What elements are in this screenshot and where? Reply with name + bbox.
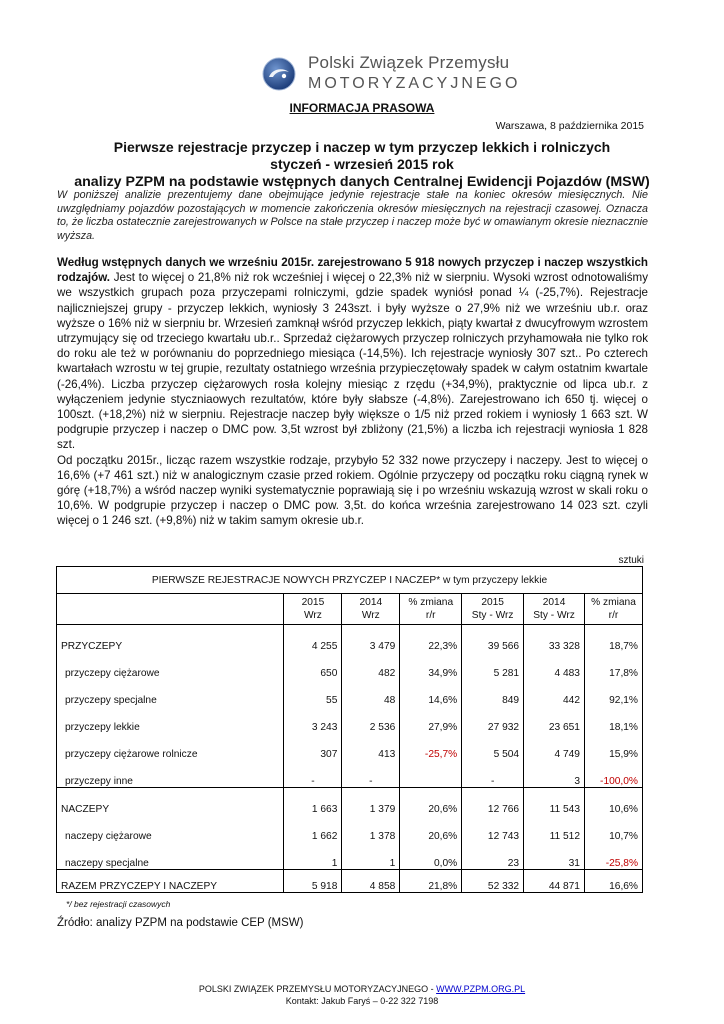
cell <box>400 760 462 788</box>
table-unit: sztuki <box>618 555 644 566</box>
cell: 5 281 <box>462 652 524 679</box>
cell: 22,3% <box>400 625 462 653</box>
document-date: Warszawa, 8 października 2015 <box>495 120 644 132</box>
header-empty-cell <box>57 594 284 625</box>
table-footnote: */ bez rejestracji czasowych <box>66 899 171 909</box>
cell: 18,7% <box>584 625 642 653</box>
cell: 1 378 <box>342 815 400 842</box>
logo <box>262 49 521 97</box>
cell: - <box>462 760 524 788</box>
row-label: przyczepy ciężarowe rolnicze <box>57 733 284 760</box>
cell: 39 566 <box>462 625 524 653</box>
title-line-2: styczeń - wrzesień 2015 rok <box>270 156 454 172</box>
cell: 18,1% <box>584 706 642 733</box>
cell: 3 243 <box>284 706 342 733</box>
cell: 3 <box>524 760 585 788</box>
cell: 55 <box>284 679 342 706</box>
col-header: 2015 Wrz <box>284 594 342 625</box>
row-label: naczepy specjalne <box>57 842 284 870</box>
row-label: PRZYCZEPY <box>57 625 284 653</box>
cell: 33 328 <box>524 625 585 653</box>
table-row <box>57 733 643 760</box>
cell: 48 <box>342 679 400 706</box>
cell: 3 479 <box>342 625 400 653</box>
cell: 23 651 <box>524 706 585 733</box>
cell: 52 332 <box>462 870 524 893</box>
col-header: 2014 Sty - Wrz <box>524 594 585 625</box>
col-header: 2015 Sty - Wrz <box>462 594 524 625</box>
table-title-row <box>57 567 643 594</box>
cell: 92,1% <box>584 679 642 706</box>
registrations-table <box>56 566 643 893</box>
cell: 482 <box>342 652 400 679</box>
cell: 12 743 <box>462 815 524 842</box>
paragraph-1-text: Jest to więcej o 21,8% niż rok wcześniej i więcej o 22,3% niż w sierpniu. Wysoki wzrost odnotowaliśmy we wszystkich grupach poza przyczepami rolniczymi, gdzie spadek wyniósł ponad ¼ (-25,7%). Rejestracje najliczniejszej grupy - przyczep lekkich, wyniosły 3 243szt. i były wyższe o 27,9% niż we wrześniu ub.r. oraz wyższe o 16% niż w sierpniu br. Wrzesień zamknął wśród przyczep lekkich, piąty kwartał z dwucyfrowym wzrostem utrzymujący się od trzeciego kwartału ub.r.. Sprzedaż ciężarowych przyczep rolniczych przyhamowała nie tylko rok do roku ale też w porównaniu do poprzedniego miesiąca (-14,5%). Ich rejestracje wyniosły 307 szt.. Po czterech kwartałach wzrostu w tej grupie, rezultaty ostatniego września przypieczętowały spadek w całym ostatnim kwartale (-26,4%). Liczba przyczep ciężarowych rosła kolejny miesiąc z rzędu (+34,9%), praktycznie od lipca ub.r. z wyłączeniem jedynie styczniaowych rezultatów, które były słabsze (-4,8%). Zarejestrowano ich 650 tj. więcej o 100szt. (+18,2%) niż w sierpniu. Rejestracje naczep były większe o 1/5 niż przed rokiem i wyniosły 1 663 szt. W podgrupie przyczep i naczep o DMC pow. 3,5t wzrost był zbliżony (21,5%) a liczba ich rejestracji wyniosła 1 828 szt. <box>57 271 648 452</box>
col-header: % zmiana r/r <box>584 594 642 625</box>
table-title: PIERWSZE REJESTRACJE NOWYCH PRZYCZEP I NACZEP* w tym przyczepy lekkie <box>57 567 643 594</box>
cell: 16,6% <box>584 870 642 893</box>
table-row <box>57 815 643 842</box>
cell: - <box>284 760 342 788</box>
cell: 4 858 <box>342 870 400 893</box>
article-body <box>57 255 648 529</box>
table-row <box>57 842 643 870</box>
row-label: naczepy ciężarowe <box>57 815 284 842</box>
org-name-line1: Polski Związek Przemysłu <box>308 53 510 72</box>
pzpm-logo-icon <box>262 57 296 91</box>
row-label: przyczepy lekkie <box>57 706 284 733</box>
title-line-1: Pierwsze rejestracje przyczep i naczep w tym przyczep lekkich i rolniczych <box>113 139 611 155</box>
paragraph-1 <box>57 255 648 453</box>
cell: 1 <box>284 842 342 870</box>
website-link[interactable]: WWW.PZPM.ORG.PL <box>436 984 526 994</box>
col-header: % zmiana r/r <box>400 594 462 625</box>
cell: 4 749 <box>524 733 585 760</box>
footer-org-name: POLSKI ZWIĄZEK PRZEMYSŁU MOTORYZACYJNEGO - <box>198 984 437 994</box>
table-row <box>57 788 643 816</box>
cell: 5 918 <box>284 870 342 893</box>
cell: 2 536 <box>342 706 400 733</box>
cell: 15,9% <box>584 733 642 760</box>
cell: 12 766 <box>462 788 524 816</box>
cell: 413 <box>342 733 400 760</box>
table-row <box>57 706 643 733</box>
press-release-label: INFORMACJA PRASOWA <box>289 101 435 115</box>
row-label: NACZEPY <box>57 788 284 816</box>
cell-negative: -25,8% <box>584 842 642 870</box>
footer-contact: Kontakt: Jakub Faryś – 0-22 322 7198 <box>285 996 439 1006</box>
cell: 1 662 <box>284 815 342 842</box>
cell: 0,0% <box>400 842 462 870</box>
table-row <box>57 625 643 653</box>
cell: 4 255 <box>284 625 342 653</box>
cell: 14,6% <box>400 679 462 706</box>
source-note: Źródło: analizy PZPM na podstawie CEP (MSW) <box>57 917 304 929</box>
cell: 849 <box>462 679 524 706</box>
table-header-row <box>57 594 643 625</box>
cell: 1 379 <box>342 788 400 816</box>
cell: 20,6% <box>400 788 462 816</box>
cell: 442 <box>524 679 585 706</box>
cell-negative: -100,0% <box>584 760 642 788</box>
table-row <box>57 679 643 706</box>
cell: 10,7% <box>584 815 642 842</box>
cell: 307 <box>284 733 342 760</box>
cell: 11 512 <box>524 815 585 842</box>
title-line-3: analizy PZPM na podstawie wstępnych danych Centralnej Ewidencji Pojazdów (MSW) <box>74 174 650 190</box>
cell: 650 <box>284 652 342 679</box>
row-label: RAZEM PRZYCZEPY I NACZEPY <box>57 870 284 893</box>
row-label: przyczepy ciężarowe <box>57 652 284 679</box>
intro-disclaimer: W poniższej analizie prezentujemy dane obejmujące jedynie rejestracje stałe na koniec okresów miesięcznych. Nie uwzględniamy pojazdów pozostających w momencie zakończenia okresów miesięcznych na rejestracji czasowej. Oznacza to, że liczba ostatecznie zarejestrowanych w Polsce na stałe przyczep i naczep może być w omawianym okresie nieznacznie wyższa. <box>57 189 648 242</box>
org-name-line2: MOTORYZACYJNEGO <box>308 75 521 92</box>
cell: 34,9% <box>400 652 462 679</box>
cell: 31 <box>524 842 585 870</box>
cell: 27,9% <box>400 706 462 733</box>
table-total-row <box>57 870 643 893</box>
cell: 1 <box>342 842 400 870</box>
cell: 1 663 <box>284 788 342 816</box>
col-header: 2014 Wrz <box>342 594 400 625</box>
cell: 20,6% <box>400 815 462 842</box>
cell: 4 483 <box>524 652 585 679</box>
cell-negative: -25,7% <box>400 733 462 760</box>
cell: 17,8% <box>584 652 642 679</box>
footer-org <box>0 984 724 994</box>
cell: 5 504 <box>462 733 524 760</box>
table-row <box>57 652 643 679</box>
cell: 21,8% <box>400 870 462 893</box>
cell: - <box>342 760 400 788</box>
paragraph-2: Od początku 2015r., licząc razem wszystkie rodzaje, przybyło 52 332 nowe przyczepy i naczepy. Jest to więcej o 16,6% (+7 461 szt.) niż w analogicznym czasie przed rokiem. Ogólnie przyczepy od początku roku ciągną rynek w górę (+18,7%) a wśród naczep wyniki systematycznie poprawiają się i po wrześniu wskazują wzrost w skali roku o 10,6%. W podgrupie przyczep i naczep o DMC pow. 3,5t. do końca września zarejestrowano 14 023 szt. czyli więcej o 1 246 szt. (+9,8%) niż w takim samym okresie ub.r. <box>57 453 648 528</box>
cell: 23 <box>462 842 524 870</box>
cell: 44 871 <box>524 870 585 893</box>
table-row <box>57 760 643 788</box>
cell: 10,6% <box>584 788 642 816</box>
row-label: przyczepy specjalne <box>57 679 284 706</box>
lead-sentence: Według wstępnych danych we wrześniu 2015r. zarejestrowano 5 918 nowych przyczep i naczep wszystkich rodzajów. <box>57 256 648 285</box>
cell: 11 543 <box>524 788 585 816</box>
row-label: przyczepy inne <box>57 760 284 788</box>
cell: 27 932 <box>462 706 524 733</box>
